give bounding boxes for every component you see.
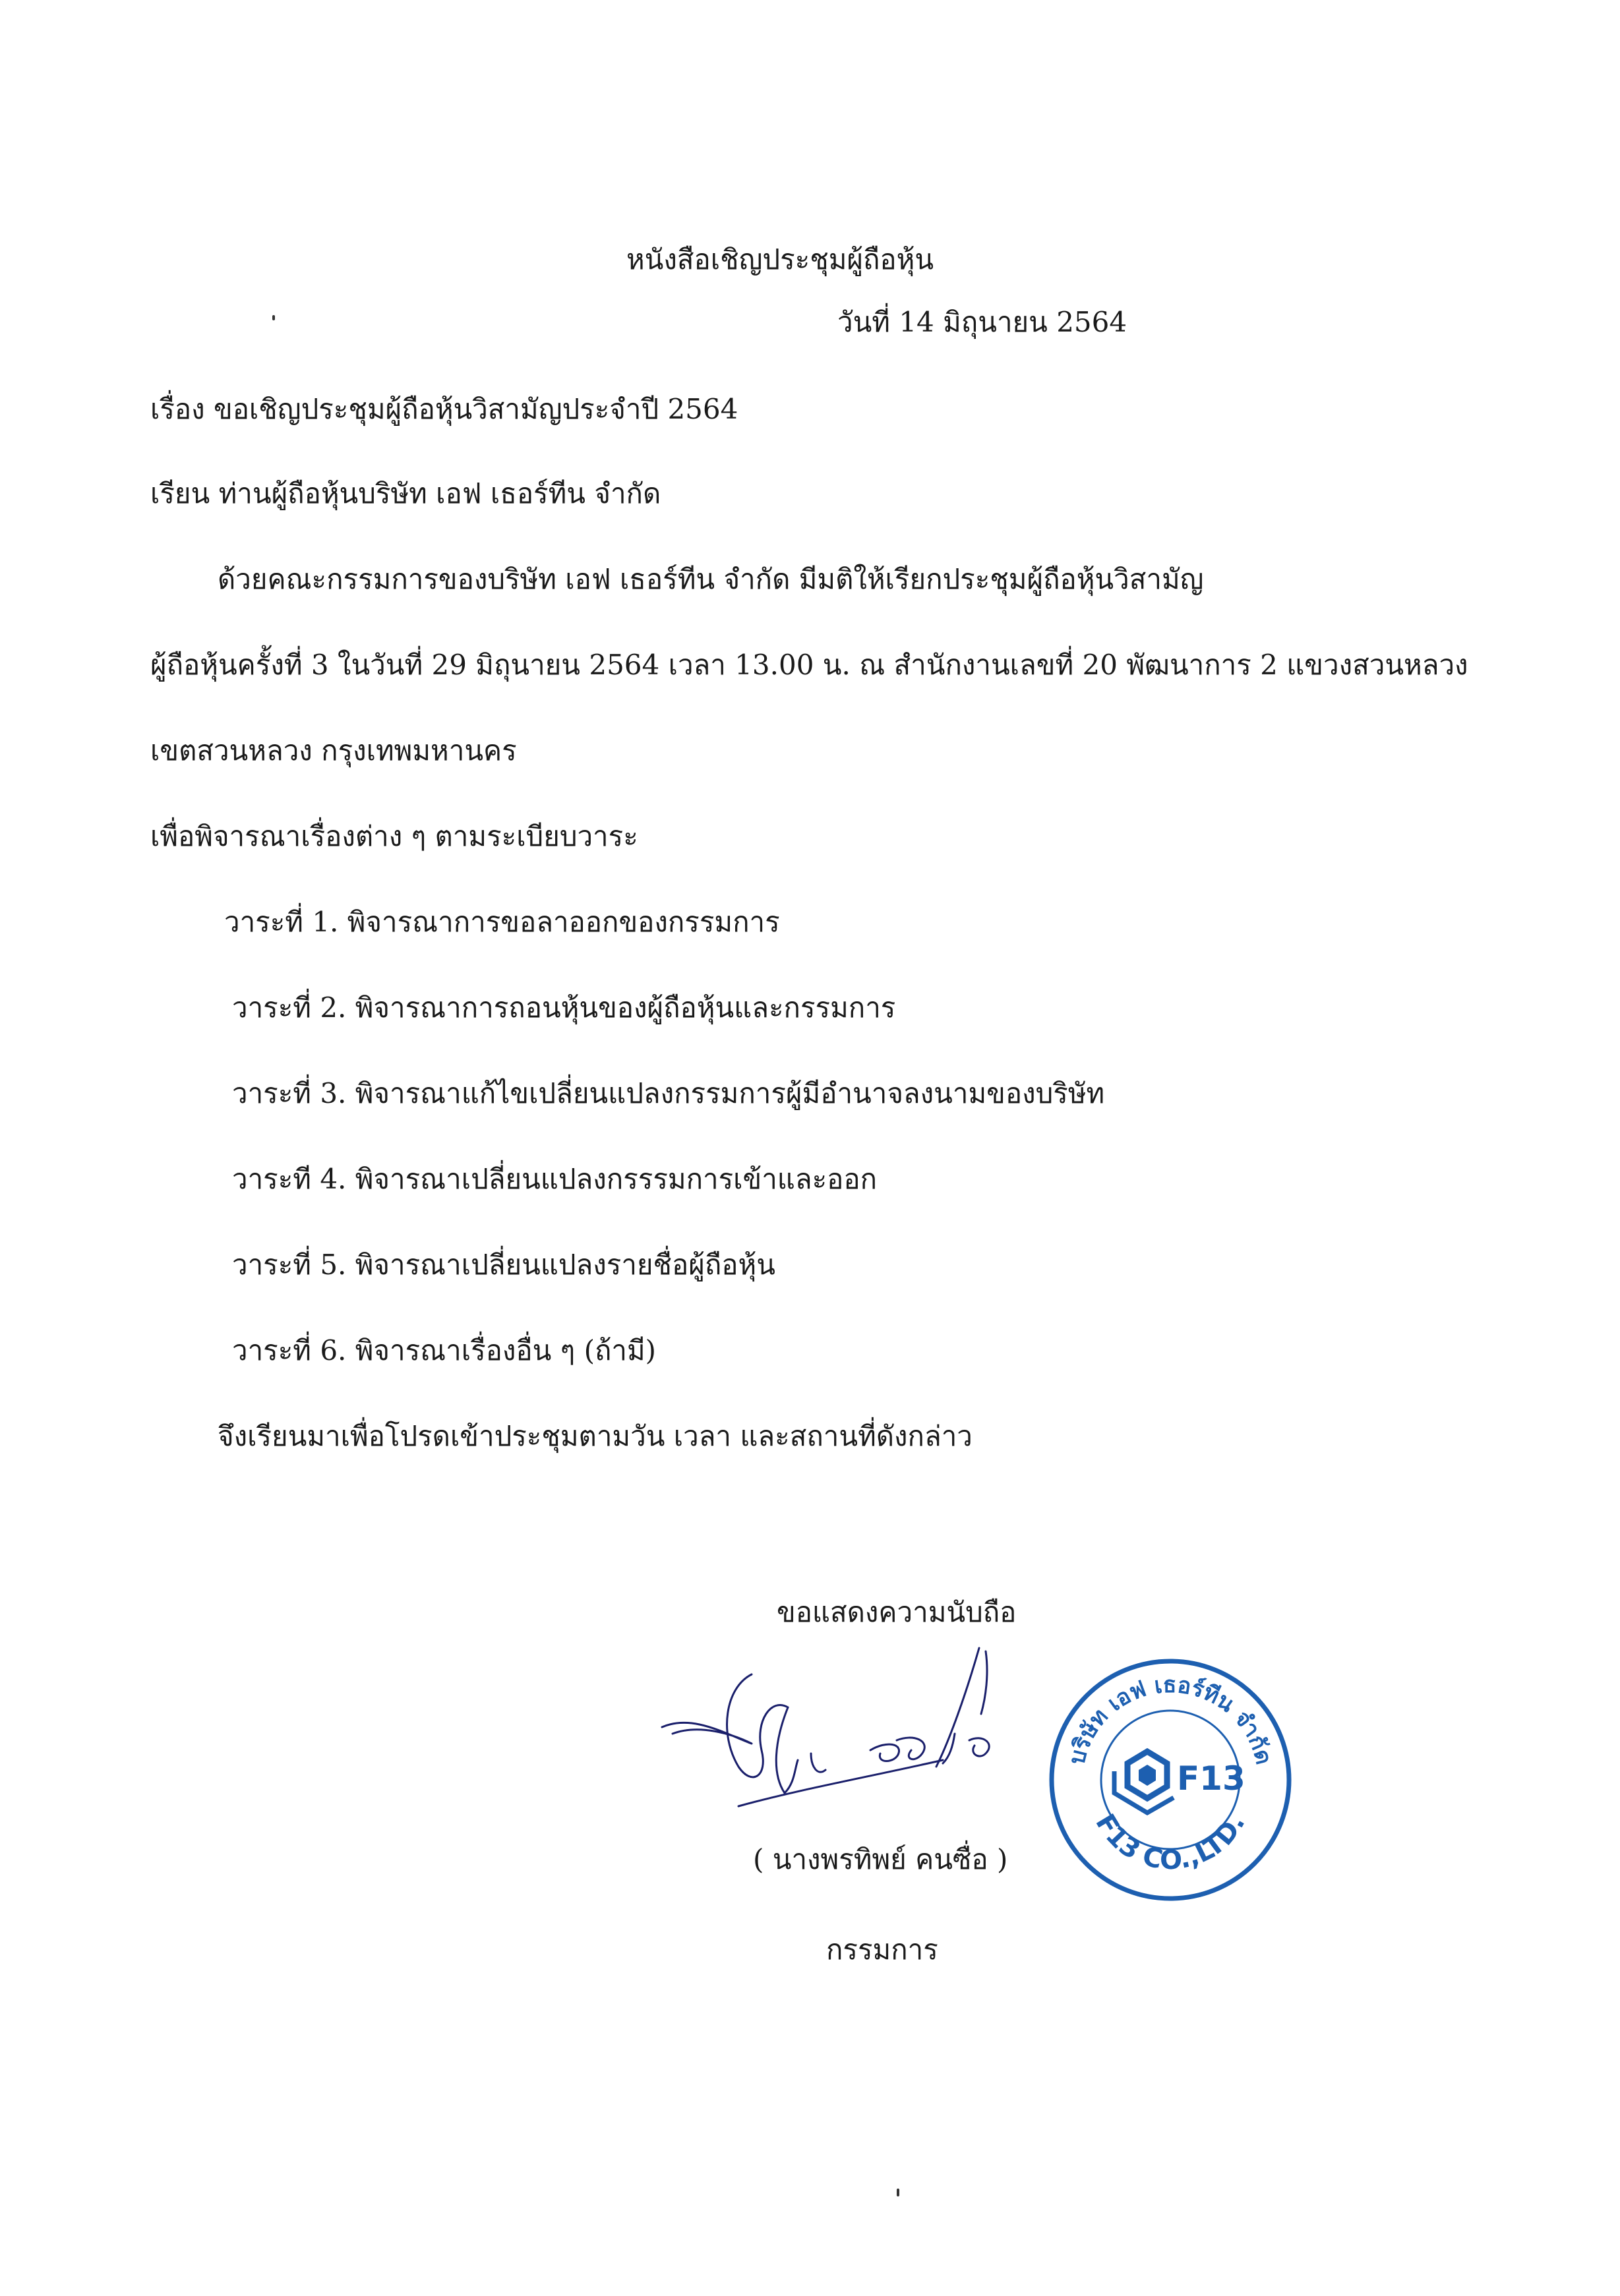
agenda-item: วาระที่ 3. พิจารณาแก้ไขเปลี่ยนแปลงกรรมการผู้มีอำนาจลงนามของบริษัท (232, 1077, 1105, 1109)
signer-name: ( นางพรทิพย์ คนซื่อ ) (753, 1843, 1008, 1875)
seal-bottom-text: F13 CO.,LTD. (1089, 1809, 1251, 1876)
handwritten-signature (653, 1635, 1022, 1839)
svg-text:F13 CO.,LTD. (1089, 1809, 1251, 1875)
scan-speck (272, 315, 275, 320)
seal-logo-text: F13 (1177, 1759, 1245, 1798)
agenda-item: วาระที่ 2. พิจารณาการถอนหุ้นของผู้ถือหุ้นและกรรมการ (232, 991, 896, 1024)
regards: ขอแสดงความนับถือ (777, 1596, 1017, 1628)
closing-line: จึงเรียนมาเพื่อโปรดเข้าประชุมตามวัน เวลา และสถานที่ดังกล่าว (218, 1420, 973, 1452)
body-line: เพื่อพิจารณาเรื่องต่าง ๆ ตามระเบียบวาระ (150, 820, 638, 852)
agenda-item: วาระที่ 1. พิจารณาการขอลาออกของกรรมการ (224, 906, 780, 938)
body-line: เขตสวนหลวง กรุงเทพมหานคร (150, 734, 517, 767)
f13-logo-icon (1114, 1751, 1174, 1813)
letter-subject: เรื่อง ขอเชิญประชุมผู้ถือหุ้นวิสามัญประจำปี 2564 (150, 393, 738, 425)
company-seal (1042, 1651, 1299, 1908)
agenda-item: วาระที 4. พิจารณาเปลี่ยนแปลงกรรรมการเข้าและออก (232, 1163, 878, 1195)
agenda-item: วาระที่ 6. พิจารณาเรื่องอื่น ๆ (ถ้ามี) (232, 1334, 657, 1367)
seal-top-text: บริษัท เอฟ เธอร์ทีน จำกัด (1064, 1671, 1277, 1767)
scan-speck (897, 2189, 899, 2196)
letter-title: หนังสือเชิญประชุมผู้ถือหุ้น (626, 243, 934, 276)
agenda-item: วาระที่ 5. พิจารณาเปลี่ยนแปลงรายชื่อผู้ถือหุ้น (232, 1249, 775, 1281)
body-line: ด้วยคณะกรรมการของบริษัท เอฟ เธอร์ทีน จำกัด มีมติให้เรียกประชุมผู้ถือหุ้นวิสามัญ (218, 563, 1204, 595)
letter-date: วันที่ 14 มิถุนายน 2564 (837, 306, 1127, 338)
letter-addressee: เรียน ท่านผู้ถือหุ้นบริษัท เอฟ เธอร์ทีน จำกัด (150, 477, 661, 510)
body-line: ผู้ถือหุ้นครั้งที่ 3 ในวันที่ 29 มิถุนายน 2564 เวลา 13.00 น. ณ สำนักงานเลขที่ 20 พัฒนาการ 2 แขวงสวนหลวง (150, 649, 1468, 681)
signer-title: กรรมการ (826, 1933, 938, 1966)
